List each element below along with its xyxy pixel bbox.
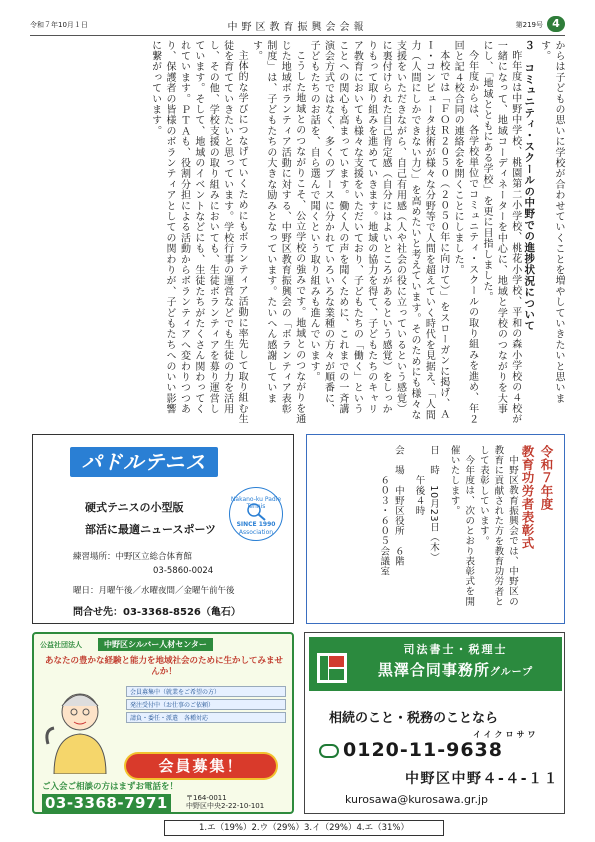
kurosawa-profession: 司法書士・税理士	[403, 643, 508, 656]
issue-number: 第219号	[515, 21, 543, 29]
page-header	[30, 16, 565, 34]
tennis-venue: 練習場所：中野区立総合体育館	[73, 552, 193, 562]
award-body: 今年度は、次のとおり表彰式を開催いたします。	[448, 445, 475, 606]
silver-center-phone[interactable]: 03-3368-7971	[42, 794, 171, 812]
award-text	[317, 445, 557, 615]
silver-center-services: 会員募集中（就業をご希望の方） 発注受付中（お仕事のご依頼） 請負・委任・派遣 各種対応	[126, 686, 286, 725]
kurosawa-logo-icon	[317, 653, 347, 683]
kurosawa-office-ad	[304, 632, 565, 814]
quiz-answers: 1.エ（19%）2.ウ（29%）3.イ（29%）4.エ（31%）	[164, 820, 444, 836]
award-title-year: 令和７年度	[539, 445, 554, 511]
paddle-tennis-ad	[32, 434, 294, 624]
article-paragraph: こうした地域とのつながりこそ、公立学校の強みです。地域とのつながりを通じた地域ボランティア活動に対する、中野区教育振興会の「ボランティア表彰制度」は、子どもたちの大きな励みとなっています。たいへん感謝しています。	[250, 40, 305, 425]
tennis-contact: 問合せ先：03-3368-8526（亀石）	[73, 607, 241, 618]
kurosawa-office-name: 黒澤合同事務所グループ	[377, 661, 534, 679]
article-paragraph-intro: からは子どもの思いに学校が合わせていくことを増やしていきたいと思います。	[538, 40, 564, 404]
article-paragraph: 今年度からは、各学校単位でコミュニティ・スクールの取り組みを進め、年２回と記４校合同の連絡会を開くことにしました。	[452, 40, 478, 425]
kurosawa-email[interactable]: kurosawa@kurosawa.gr.jp	[345, 793, 488, 806]
kurosawa-freedial[interactable]: 0120-11-9638	[319, 739, 503, 761]
tennis-ad-line2: 部活に最適ニュースポーツ	[85, 523, 217, 536]
article-paragraph: 本校では「ＦＯＲ２０５０（２０５０年に向けて）」をスローガンに掲げ、ＡＩ・コンピュータ技術が様々な分野等で人間を超えていく時代を見据え、「人間力（人間にしかできない力）」を高めたいと考えています。そのためにも様々な支援をいただきながら、自己有用感（人や社会の役に立っているという感覚）に裏付けられた自己肯定感（自分にはよいところがあるという感覚）をしっかりもって取り組みを進めていきます。地域の協力を得て、子どもたちのキャリア教育においても様々な支援をいただいており、子どもたちの「働く」ということへの関心も高まっています。働く人の声を聞くために、これまでの一斉講演会方式ではなく、多くのブースに分かれていろいろな業種の方々が順番に、子どもたちのお話を、自ら選んで聞くという取り組みも進んでいます。	[308, 40, 449, 421]
member-recruit-banner: 会員募集！	[126, 754, 276, 778]
award-body: 中野区教育振興会では、中野区の教育に貢献された方を教育功労者として表彰しています。	[477, 445, 518, 607]
silver-center-catchphrase: あなたの豊かな経験と能力を地域社会のために生かしてみませんか！	[44, 656, 283, 677]
article-subheading: ３ コミュニティ・スクールの中野での進捗状況について	[523, 40, 536, 332]
tennis-schedule: 曜日：月曜午後／水曜夜間／金曜午前午後	[73, 586, 235, 596]
header-divider	[30, 35, 565, 36]
tennis-association-emblem: Nakano-ku Padle Tennis SINCE 1990 Association	[229, 487, 283, 541]
award-title: 教育功労者表彰式	[520, 445, 535, 550]
racket-icon	[246, 503, 266, 521]
silver-center-address: 〒164-0011 中野区中央2-22-10-101	[186, 794, 265, 810]
page-number-badge: 4	[547, 16, 565, 32]
award-ceremony-notice	[306, 434, 565, 624]
article-paragraph: 主体的な学びにつなげていくためにもボランティア活動に率先して取り組む生徒を育てていきたいと思っています。学校行事の運営などでも生徒の力を活用し、その他、学校支援の取り組みにおいても、生徒ボランティアを募り運営しています。そして、地域のイベントなどにも、生徒たちがたくさん関わってくれています。ＰＴＡも、役割分担による活動からボランティアへ変わりつつあり、保護者の皆様のボランティアとしての関わりが、子どもたちへのいい影響に繋がっています。	[149, 40, 248, 425]
elderly-person-illustration	[40, 684, 120, 774]
kurosawa-address: 中野区中野４-４-１１	[405, 771, 560, 787]
award-place-row: 会 場 中野区役所 ６階	[392, 445, 404, 567]
award-date-row: 日 時 10月23日（木）	[428, 445, 440, 563]
main-article	[30, 40, 565, 425]
tennis-venue-phone: 03-5860-0024	[153, 566, 214, 576]
tennis-ad-line1: 硬式テニスの小型版	[85, 501, 184, 514]
header-date: 令和７年10月１日	[30, 21, 88, 29]
freedial-icon	[319, 744, 339, 758]
paddle-tennis-logo: パドルテニス	[70, 447, 218, 477]
newsletter-title: 中野区教育振興会会報	[227, 22, 368, 33]
article-paragraph: 昨年度は中野中学校、桃園第二小学校、桃花小学校、平和の森小学校の４校が一緒になって、地域コーディネーターを中心に、地域と学校のつながりを大事にし、「地域とともにある学校」を更に目指しました。	[480, 40, 521, 425]
award-room-row: ６０３・６０５会議室	[378, 475, 390, 577]
kurosawa-phone-ruby: イイクロサワ	[473, 730, 539, 739]
award-time-row: 午後４時	[413, 475, 425, 516]
silver-center-header: 公益社団法人 中野区シルバー人材センター	[40, 638, 286, 652]
silver-center-ad	[32, 632, 294, 814]
kurosawa-header	[309, 637, 562, 691]
article-body	[30, 40, 565, 425]
silver-center-call-prompt: ご入会ご相談の方はまずお電話を！	[42, 782, 179, 792]
kurosawa-tagline: 相続のこと・税務のことなら	[329, 711, 499, 726]
